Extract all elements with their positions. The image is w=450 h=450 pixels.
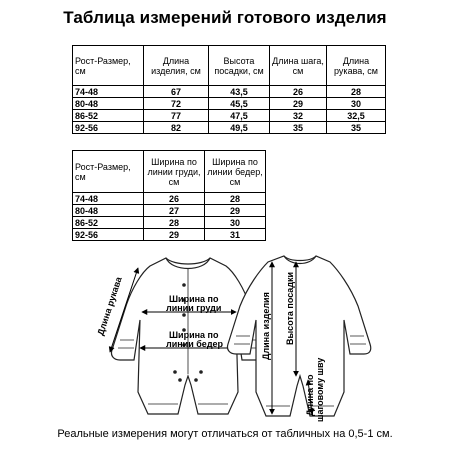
back-garment-outline xyxy=(227,256,370,416)
table-header: Высота посадки, см xyxy=(209,46,270,86)
table-header: Длина рукава, см xyxy=(327,46,386,86)
table-cell: 35 xyxy=(270,122,327,134)
page-title: Таблица измерений готового изделия xyxy=(63,8,387,27)
table-cell: 47,5 xyxy=(209,110,270,122)
table-cell: 77 xyxy=(144,110,209,122)
table-cell: 86-52 xyxy=(73,217,144,229)
table-cell: 35 xyxy=(327,122,386,134)
garment-length-label: Длина изделия xyxy=(261,292,271,360)
table-header: Рост-Размер, см xyxy=(73,151,144,193)
table-cell: 31 xyxy=(205,229,266,241)
table-header: Ширина по линии груди, см xyxy=(144,151,205,193)
table-cell: 49,5 xyxy=(209,122,270,134)
table-cell: 82 xyxy=(144,122,209,134)
table-header: Ширина по линии бедер, см xyxy=(205,151,266,193)
table-cell: 80-48 xyxy=(73,98,144,110)
table-cell: 45,5 xyxy=(209,98,270,110)
sleeve-length-label: Длина рукава xyxy=(95,275,124,337)
hip-width-label-line2: линии бедер xyxy=(166,339,224,349)
table-header: Рост-Размер, см xyxy=(73,46,144,86)
table-cell: 29 xyxy=(270,98,327,110)
table-cell: 29 xyxy=(144,229,205,241)
table-cell: 29 xyxy=(205,205,266,217)
footnote: Реальные измерения могут отличаться от табличных на 0,5-1 см. xyxy=(57,428,393,440)
table-cell: 74-48 xyxy=(73,86,144,98)
table-header: Длина изделия, см xyxy=(144,46,209,86)
chest-width-label: Ширина по xyxy=(169,294,219,304)
table-cell: 92-56 xyxy=(73,229,144,241)
hip-width-label: Ширина по xyxy=(169,330,219,340)
table-cell: 32,5 xyxy=(327,110,386,122)
table-cell: 72 xyxy=(144,98,209,110)
table-cell: 26 xyxy=(270,86,327,98)
table-cell: 80-48 xyxy=(73,205,144,217)
table-cell: 26 xyxy=(144,193,205,205)
table-cell: 30 xyxy=(205,217,266,229)
table-cell: 86-52 xyxy=(73,110,144,122)
table-cell: 43,5 xyxy=(209,86,270,98)
table-cell: 28 xyxy=(327,86,386,98)
table-cell: 27 xyxy=(144,205,205,217)
inseam-length-label-line2: шаговому шву xyxy=(315,357,325,422)
inseam-length-label: Длина по xyxy=(305,374,315,416)
table-cell: 30 xyxy=(327,98,386,110)
table-header: Длина шага, см xyxy=(270,46,327,86)
table-cell: 67 xyxy=(144,86,209,98)
rise-height-label: Высота посадки xyxy=(285,271,295,345)
table-cell: 74-48 xyxy=(73,193,144,205)
table-cell: 28 xyxy=(144,217,205,229)
table-cell: 92-56 xyxy=(73,122,144,134)
table-cell: 28 xyxy=(205,193,266,205)
table-cell: 32 xyxy=(270,110,327,122)
chest-width-label-line2: линии груди xyxy=(166,303,222,313)
